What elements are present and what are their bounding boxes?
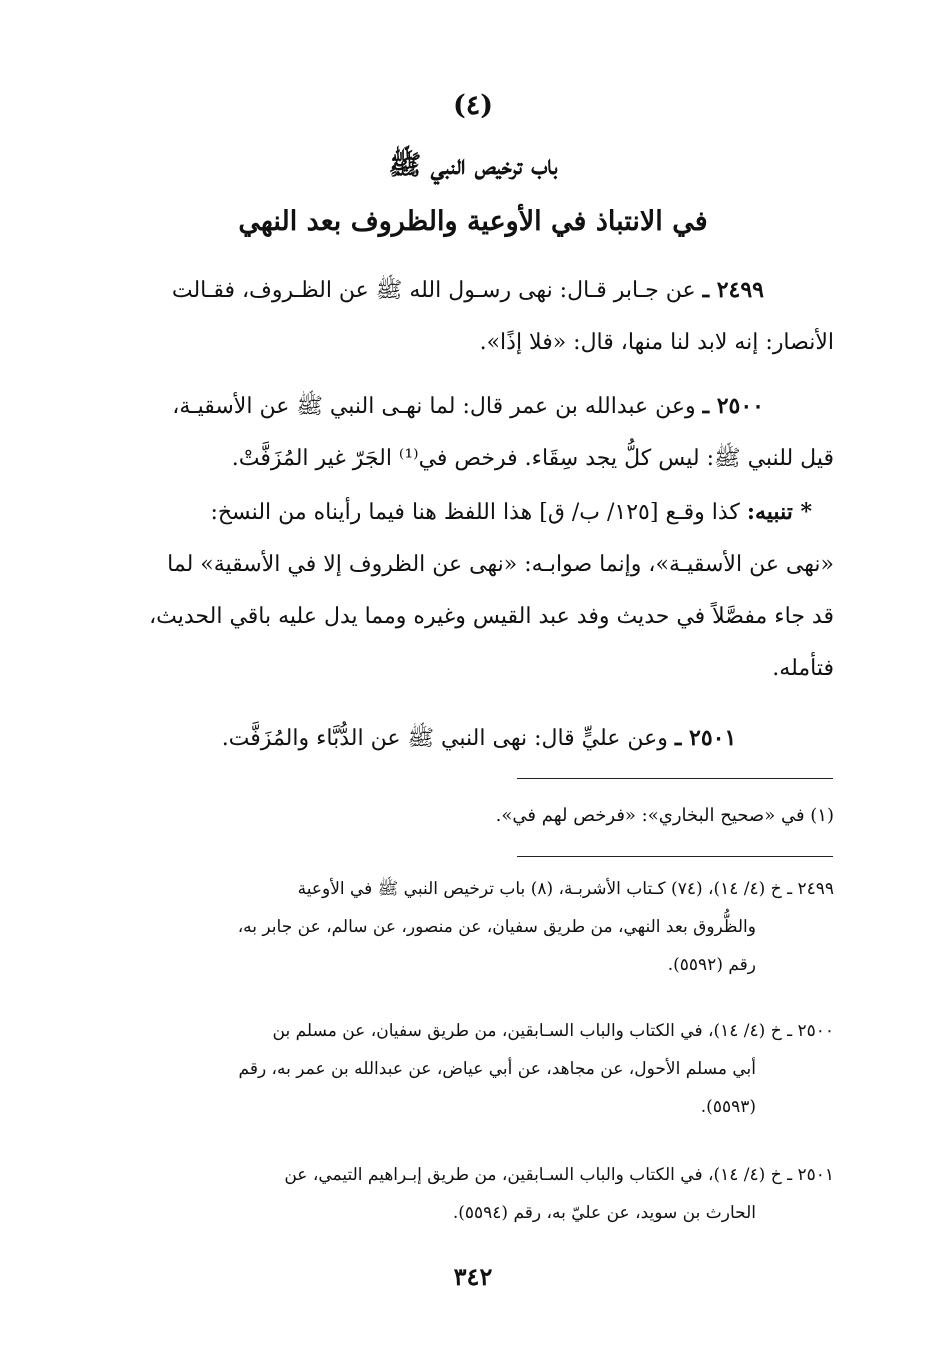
note-line-2: «نهى عن الأسقيـة»، وإنما صوابـه: «نهى عن الظروف إلا في الأسقية» لما xyxy=(167,552,834,577)
note-text: كذا وقـع [١٢٥/ ب/ ق] هذا اللفظ هنا فيما رأيناه من النسخ: xyxy=(210,500,740,525)
reference-line-2: والظُّروق بعد النهي، من طريق سفيان، عن منصور، عن سالم، عن جابر به، xyxy=(237,917,756,937)
reference-line-2: أبي مسلم الأحول، عن مجاهد، عن أبي عياض، عن عبدالله بن عمر به، رقم xyxy=(238,1059,756,1079)
hadith-2501 xyxy=(124,712,834,765)
reference-line-3: (٥٥٩٣). xyxy=(700,1097,756,1117)
hadith-text: عن جـابر قـال: نهى رسـول الله ﷺ عن الظـروف، فقـالت xyxy=(171,278,696,303)
hadith-number: ٢٤٩٩ ـ xyxy=(702,277,764,303)
footnote-divider xyxy=(517,778,833,779)
reference-line-1: ٢٥٠٠ ـ خ (٤/ ١٤)، في الكتاب والباب السـابقين، من طريق سفيان، عن مسلم بن xyxy=(272,1021,834,1041)
hadith-text: وعن عبدالله بن عمر قال: لما نهـى النبي ﷺ عن الأسقيـة، xyxy=(172,394,696,419)
reference-2499 xyxy=(124,870,834,984)
reference-2501 xyxy=(124,1156,834,1232)
footnote-1: (١) في «صحيح البخاري»: «فرخص لهم في». xyxy=(495,805,834,826)
references-divider xyxy=(517,856,833,857)
reference-2500 xyxy=(124,1012,834,1126)
hadith-2500 xyxy=(124,380,834,485)
reference-line-1: ٢٥٠١ ـ خ (٤/ ١٤)، في الكتاب والباب السـابقين، من طريق إبـراهيم التيمي، عن xyxy=(284,1165,834,1185)
chapter-title-line-1: باب ترخيص النبي ﷺ xyxy=(388,150,558,181)
note-line-3: قد جاء مفصَّلاً في حديث وفد عبد القيس وغيره ومما يدل عليه باقي الحديث، xyxy=(149,604,834,629)
reference-line-3: رقم (٥٥٩٢). xyxy=(667,955,756,975)
hadith-text: وعن عليٍّ قال: نهى النبي ﷺ عن الدُّبَّاء والمُزَفَّت. xyxy=(221,726,668,751)
hadith-2499-line-2: الأنصار: إنه لابد لنا منها، قال: «فلا إذًا». xyxy=(479,330,834,355)
hadith-number: ٢٥٠٠ ـ xyxy=(702,393,764,419)
hadith-2499 xyxy=(124,264,834,369)
hadith-2500-line-2: قيل للنبي ﷺ: ليس كلُّ يجد سِقَاء. فرخص في⁽¹⁾ الجَرّ غير المُزَفَّتْ. xyxy=(231,446,834,471)
chapter-number: (٤) xyxy=(452,90,494,121)
chapter-title-line-2: في الانتباذ في الأوعية والظروف بعد النهي xyxy=(238,206,708,237)
reference-line-2: الحارث بن سويد، عن عليّ به، رقم (٥٥٩٤). xyxy=(452,1203,756,1223)
note-marker: * تنبيه: xyxy=(746,499,812,525)
hadith-2499-line-1 xyxy=(124,264,834,317)
page-number: ٣٤٢ xyxy=(453,1262,493,1291)
hadith-number: ٢٥٠١ ـ xyxy=(674,725,737,751)
note-line-4: فتأمله. xyxy=(772,656,834,681)
reference-line-1: ٢٤٩٩ ـ خ (٤/ ١٤)، (٧٤) كـتاب الأشربـة، (٨) باب ترخيص النبي ﷺ في الأوعية xyxy=(297,879,834,899)
editor-note xyxy=(124,486,834,695)
note-line-1 xyxy=(124,486,834,539)
hadith-2500-line-1 xyxy=(124,380,834,433)
